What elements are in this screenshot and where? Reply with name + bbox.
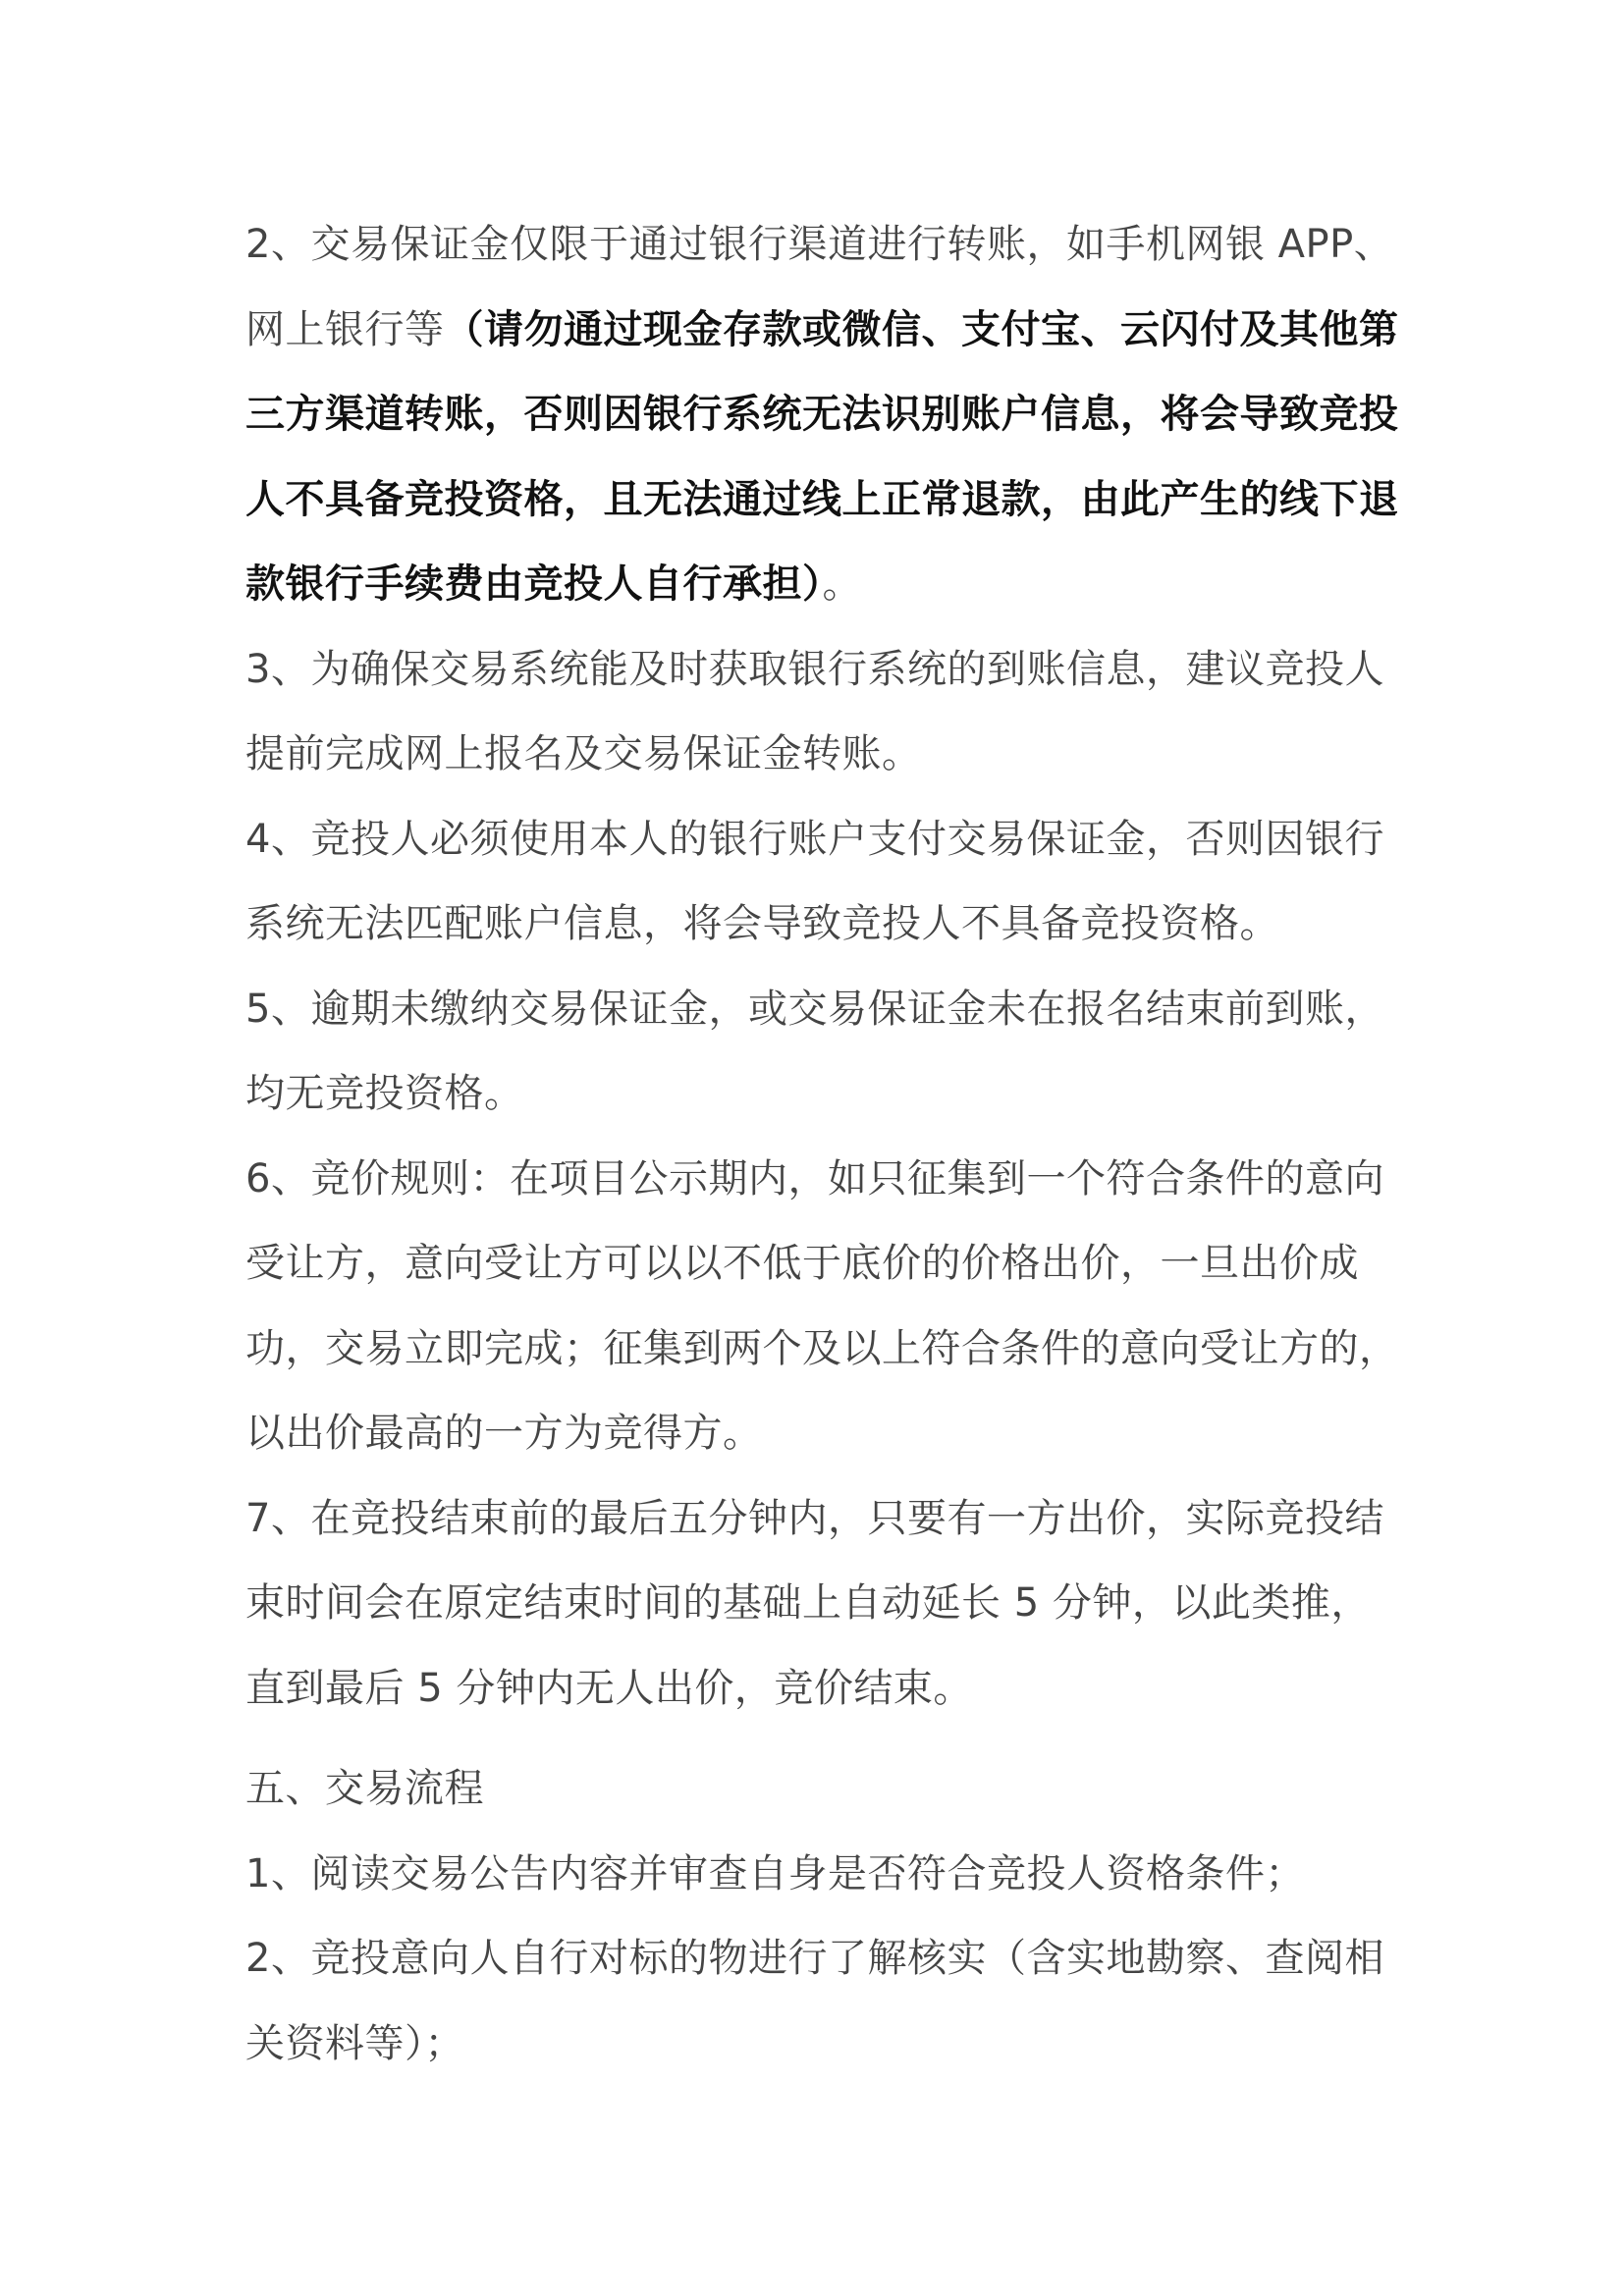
section-5-item-2: 2、竞投意向人自行对标的物进行了解核实（含实地勘察、查阅相关资料等）； — [245, 1936, 1384, 2066]
document-page — [245, 202, 1404, 2086]
paragraph-3: 3、为确保交易系统能及时获取银行系统的到账信息，建议竞投人提前完成网上报名及交易保证金转账。 — [245, 646, 1384, 776]
paragraph-6: 6、竞价规则：在项目公示期内，如只征集到一个符合条件的意向受让方，意向受让方可以以不低于底价的价格出价，一旦出价成功，交易立即完成；征集到两个及以上符合条件的意向受让方的，以出价最高的一方为竞得方。 — [245, 1155, 1399, 1456]
paragraph-5: 5、逾期未缴纳交易保证金，或交易保证金未在报名结束前到账，均无竞投资格。 — [245, 986, 1384, 1116]
paragraph-4: 4、竞投人必须使用本人的银行账户支付交易保证金，否则因银行系统无法匹配账户信息，将会导致竞投人不具备竞投资格。 — [245, 816, 1384, 946]
section-5-heading: 五、交易流程 — [245, 1766, 484, 1811]
paragraph-7: 7、在竞投结束前的最后五分钟内，只要有一方出价，实际竞投结束时间会在原定结束时间的基础上自动延长 5 分钟，以此类推，直到最后 5 分钟内无人出价，竞价结束。 — [245, 1495, 1384, 1711]
paragraph-2-bold-note: （请勿通过现金存款或微信、支付宝、云闪付及其他第三方渠道转账，否则因银行系统无法识别账户信息，将会导致竞投人不具备竞投资格，且无法通过线上正常退款，由此产生的线下退款银行手续费由竞投人自行承担） — [245, 306, 1399, 607]
section-5-item-1: 1、阅读交易公告内容并审查自身是否符合竞投人资格条件； — [245, 1850, 1305, 1896]
paragraph-2-text: 2、交易保证金仅限于通过银行渠道进行转账，如手机网银 APP、网上银行等 — [245, 222, 1394, 352]
paragraph-2 — [245, 202, 1404, 627]
paragraph-2-end: 。 — [822, 561, 862, 607]
